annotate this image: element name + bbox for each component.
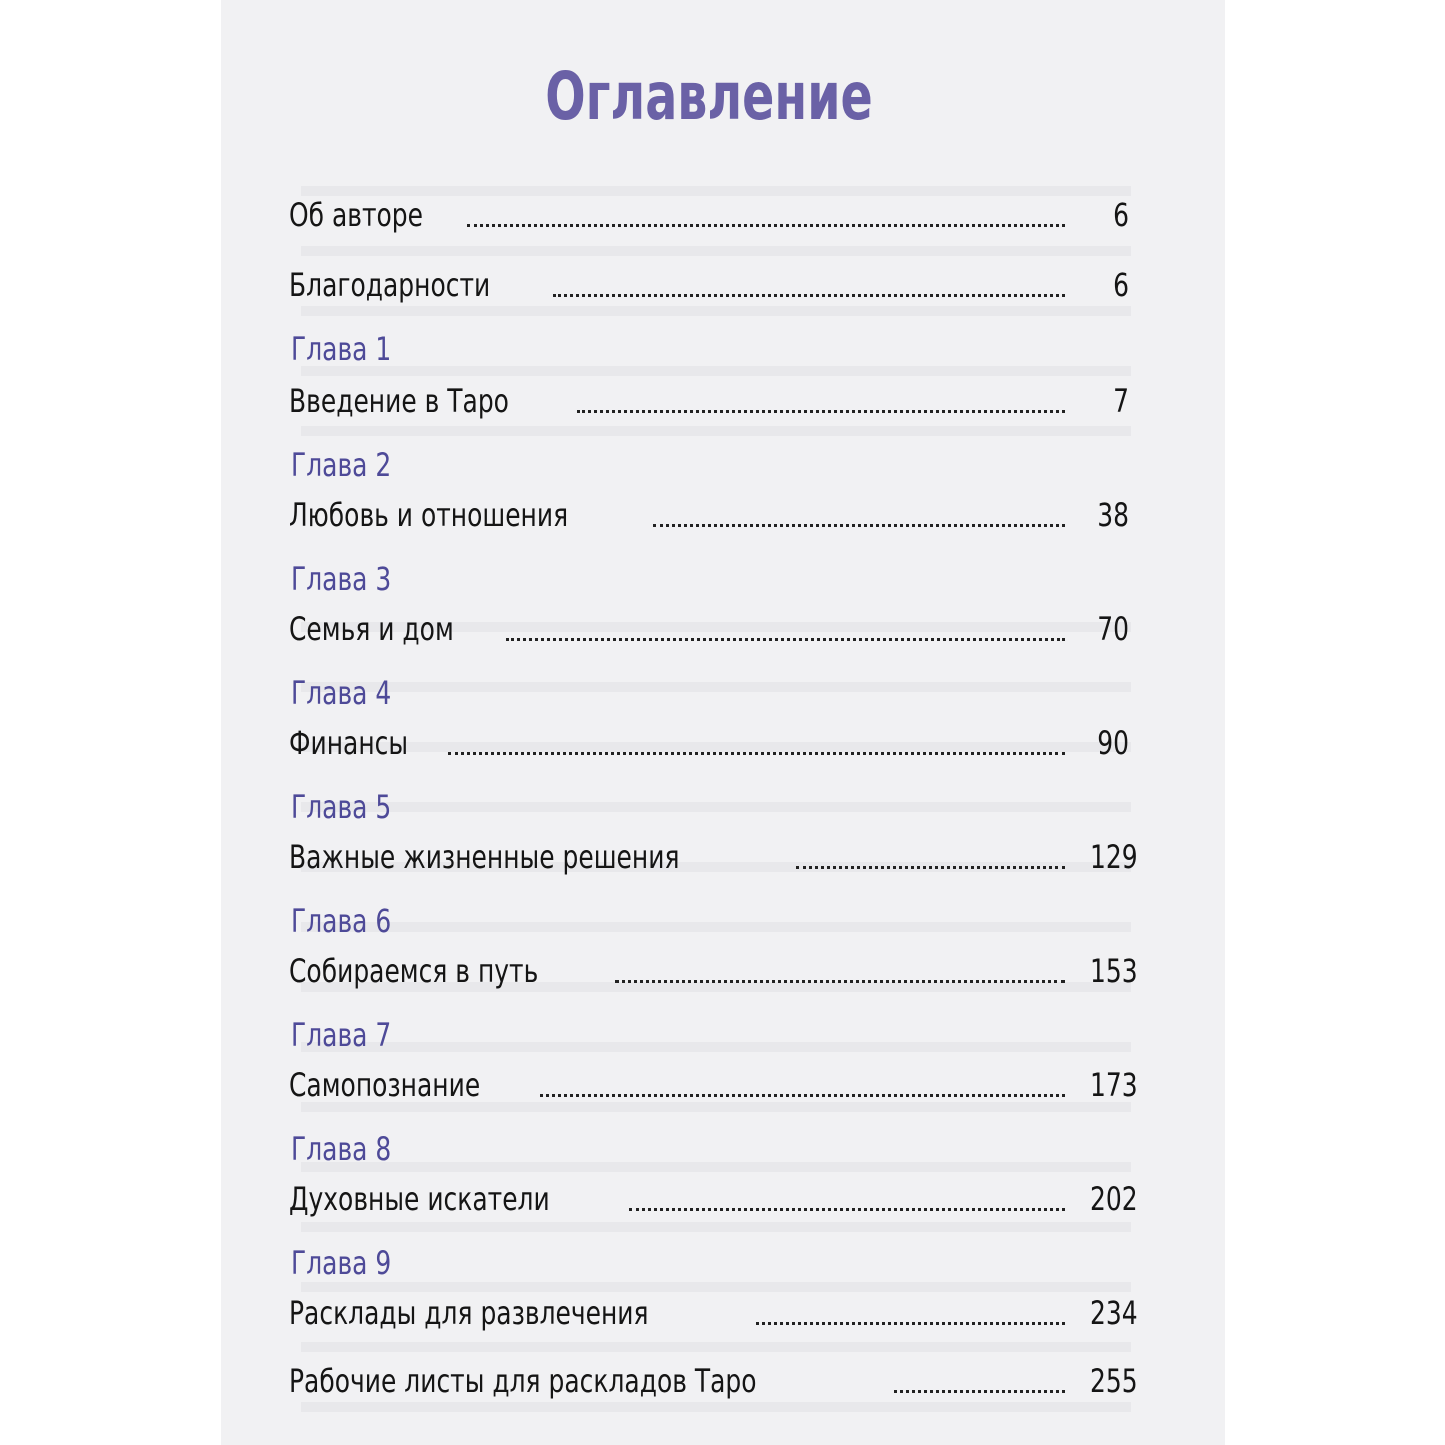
toc-entry[interactable] [289,718,1129,762]
chapter-label: Глава 2 [291,446,392,484]
toc-entry-page: 234 [1090,1294,1138,1332]
toc-entry[interactable] [289,376,1129,420]
toc-entry-title: Рабочие листы для раскладов Таро [289,1362,757,1400]
chapter-label: Глава 5 [291,788,392,826]
dot-leader [448,752,1065,755]
page-title: Оглавление [545,58,873,136]
dot-leader [615,980,1065,983]
toc-entry-page: 70 [1097,610,1129,648]
toc-entry-title: Духовные искатели [289,1180,550,1218]
toc-entry-title: Семья и дом [289,610,454,648]
dot-leader [653,524,1065,527]
toc-entry[interactable] [289,1174,1138,1218]
toc-entry-title: Самопознание [289,1066,481,1104]
toc-entry[interactable] [289,946,1138,990]
toc-entry-title: Любовь и отношения [289,496,569,534]
toc-entry-title: Собираемся в путь [289,952,539,990]
chapter-label: Глава 9 [291,1244,392,1282]
toc-entry-title: Об авторе [289,196,423,234]
toc-entry[interactable] [289,1356,1138,1400]
toc-entry-page: 7 [1113,382,1129,420]
dot-leader [796,866,1065,869]
chapter-label: Глава 4 [291,674,392,712]
toc-entry-page: 153 [1090,952,1138,990]
toc-entry[interactable] [289,190,1129,234]
toc-entry[interactable] [289,604,1129,648]
dot-leader [553,294,1065,297]
toc-entry-page: 90 [1097,724,1129,762]
toc-entry-title: Введение в Таро [289,382,509,420]
toc-entry[interactable] [289,832,1138,876]
toc-entry-page: 38 [1097,496,1129,534]
dot-leader [506,638,1065,641]
toc-entry-title: Финансы [289,724,409,762]
chapter-label: Глава 1 [291,330,392,368]
dot-leader [756,1322,1065,1325]
toc-entry[interactable] [289,490,1129,534]
toc-entry-page: 129 [1090,838,1138,876]
chapter-label: Глава 8 [291,1130,392,1168]
dot-leader [629,1208,1065,1211]
bleed-through-text [301,140,1138,1445]
toc-entry-title: Важные жизненные решения [289,838,680,876]
toc-entry-title: Расклады для развлечения [289,1294,649,1332]
chapter-label: Глава 7 [291,1016,392,1054]
toc-entry[interactable] [289,1288,1138,1332]
dot-leader [577,410,1065,413]
toc-entry[interactable] [289,1060,1138,1104]
dot-leader [540,1094,1065,1097]
toc-entry-page: 173 [1090,1066,1138,1104]
dot-leader [467,224,1065,227]
dot-leader [894,1390,1065,1393]
book-page [221,0,1225,1445]
toc-entry-page: 6 [1113,266,1129,304]
toc-entry-page: 202 [1090,1180,1138,1218]
toc-entry[interactable] [289,260,1129,304]
toc-entry-title: Благодарности [289,266,491,304]
chapter-label: Глава 3 [291,560,392,598]
toc-entry-page: 6 [1113,196,1129,234]
chapter-label: Глава 6 [291,902,392,940]
toc-entry-page: 255 [1090,1362,1138,1400]
